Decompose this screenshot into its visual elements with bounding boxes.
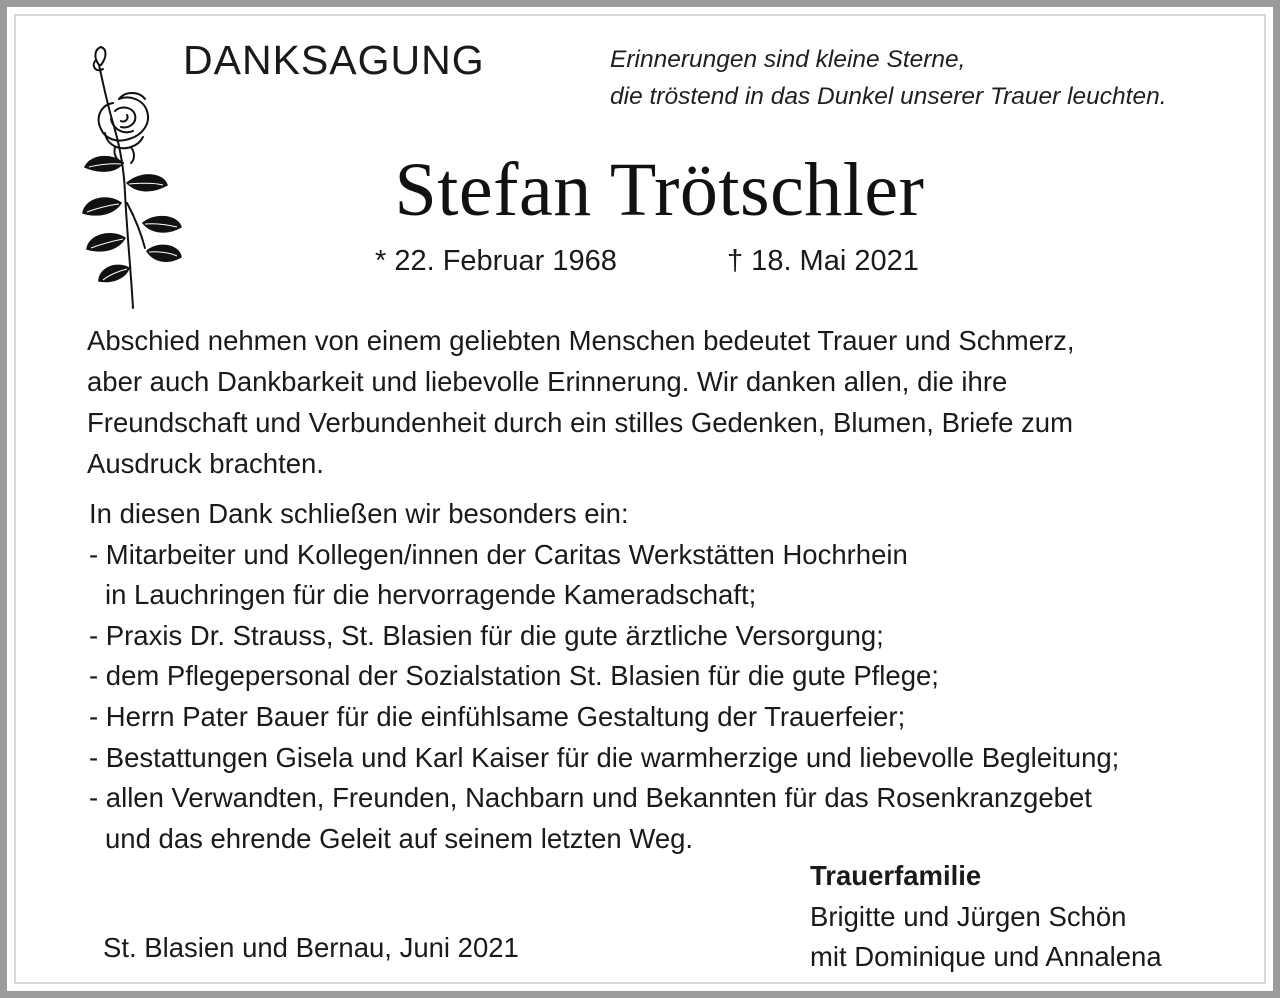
- intro-paragraph: [87, 320, 1237, 484]
- heading: DANKSAGUNG: [183, 37, 485, 83]
- place-date: St. Blasien und Bernau, Juni 2021: [103, 932, 519, 963]
- motto: [610, 41, 1167, 115]
- intro-line: Abschied nehmen von einem geliebten Menschen bedeutet Trauer und Schmerz,: [87, 325, 1075, 356]
- intro-line: Freundschaft und Verbundenheit durch ein stilles Gedenken, Blumen, Briefe zum: [87, 407, 1073, 438]
- thanks-item: - Herrn Pater Bauer für die einfühlsame Gestaltung der Trauerfeier;: [89, 700, 906, 732]
- signature-line: Brigitte und Jürgen Schön: [810, 900, 1127, 932]
- signature-block: [810, 856, 1162, 978]
- thanks-item-continuation: in Lauchringen für die hervorragende Kameradschaft;: [105, 579, 757, 611]
- motto-line: Erinnerungen sind kleine Sterne,: [610, 46, 966, 73]
- thanks-item: - Praxis Dr. Strauss, St. Blasien für die gute ärztliche Versorgung;: [89, 619, 884, 651]
- thanks-item: - allen Verwandten, Freunden, Nachbarn und Bekannten für das Rosenkranzgebet: [89, 782, 1092, 814]
- death-date: † 18. Mai 2021: [727, 245, 919, 277]
- motto-line: die tröstend in das Dunkel unserer Trauer leuchten.: [610, 83, 1167, 110]
- thanks-lead: In diesen Dank schließen wir besonders ein:: [89, 498, 629, 529]
- thanks-list: [89, 494, 1259, 859]
- thanks-item: - Mitarbeiter und Kollegen/innen der Caritas Werkstätten Hochrhein: [89, 538, 908, 570]
- birth-date: * 22. Februar 1968: [375, 245, 617, 277]
- thanks-item: - Bestattungen Gisela und Karl Kaiser für die warmherzige und liebevolle Begleitung;: [89, 741, 1120, 773]
- signature-line: mit Dominique und Annalena: [810, 941, 1162, 972]
- signature-title: Trauerfamilie: [810, 860, 982, 891]
- intro-line: aber auch Dankbarkeit und liebevolle Erinnerung. Wir danken allen, die ihre: [87, 366, 1008, 397]
- thanks-item-continuation: und das ehrende Geleit auf seinem letzten Weg.: [105, 822, 694, 854]
- intro-line: Ausdruck brachten.: [87, 448, 324, 479]
- thanks-item: - dem Pflegepersonal der Sozialstation St. Blasien für die gute Pflege;: [89, 660, 939, 692]
- deceased-name: Stefan Trötschler: [394, 148, 925, 232]
